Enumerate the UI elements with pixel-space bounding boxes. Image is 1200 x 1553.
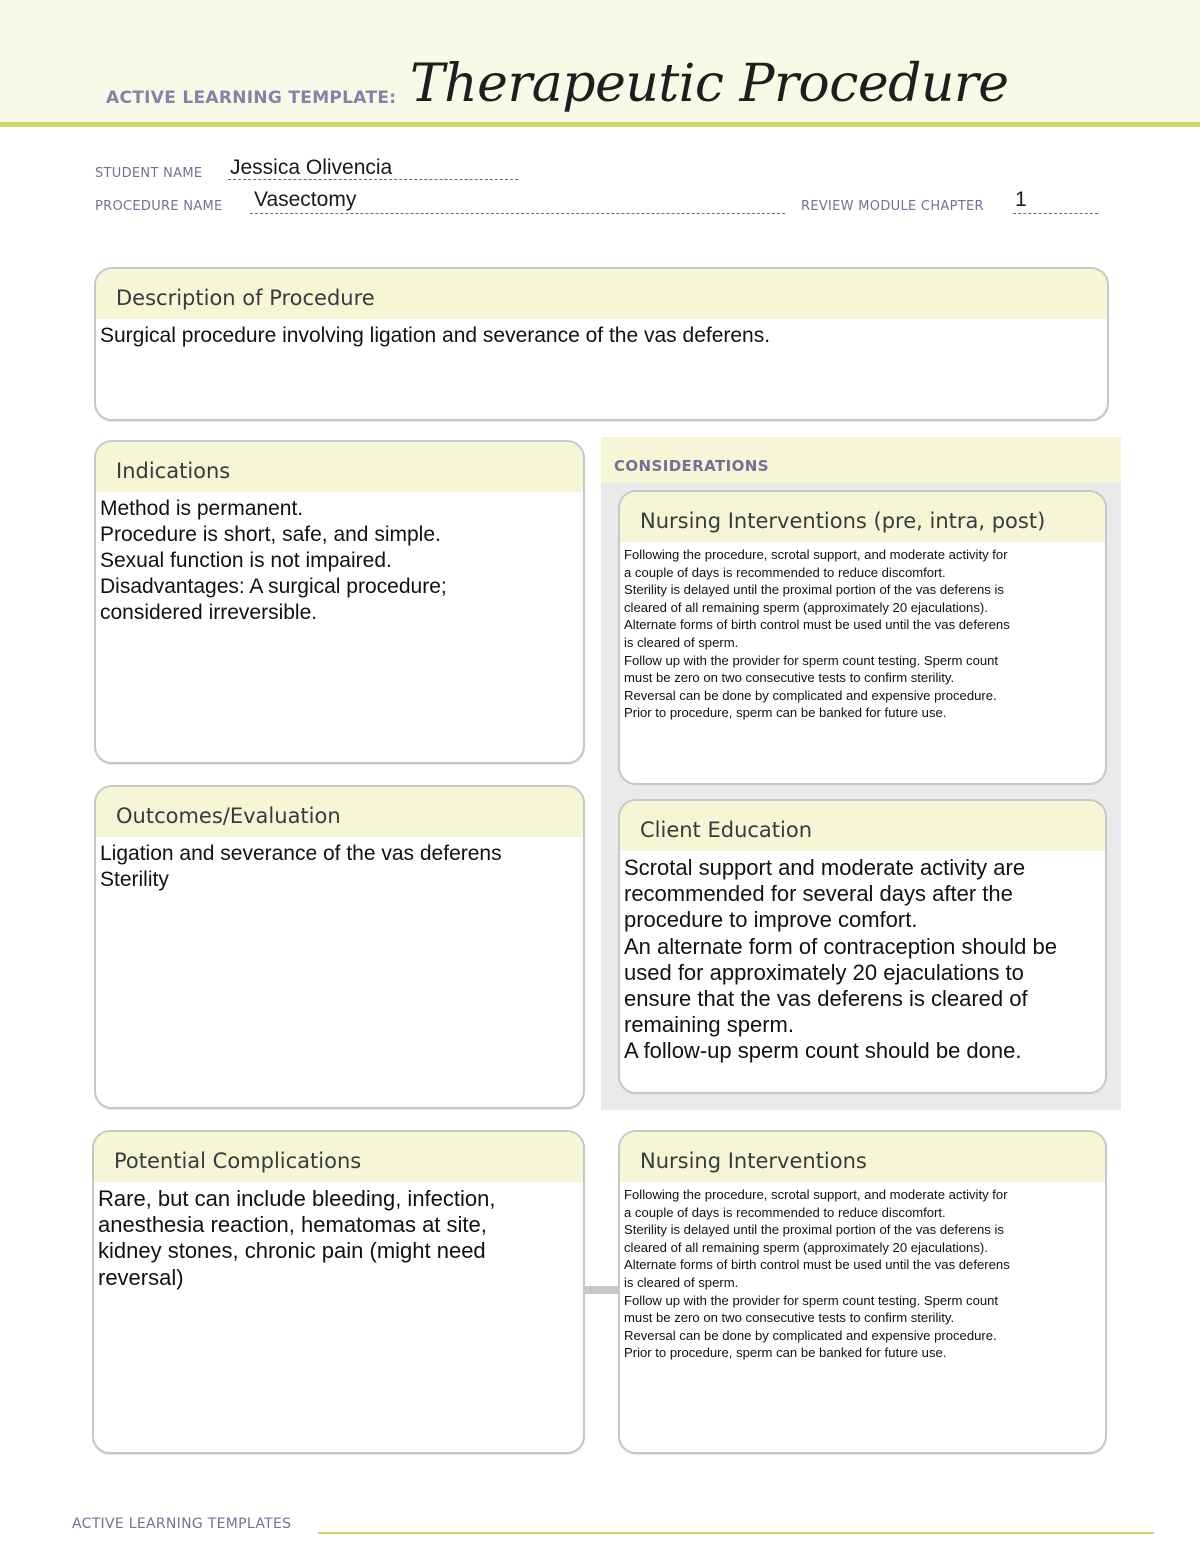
outcomes-text[interactable]: Ligation and severance of the vas deferens Sterility [100, 842, 502, 891]
complications-box [92, 1130, 585, 1454]
nursing-pre-intra-post-text[interactable]: Following the procedure, scrotal support, and moderate activity for a couple of days is recommended to reduce discomfort. Sterility is delayed until the proximal portion of the vas deferens is cleared of all remaining sperm (approximately 20 ejaculations). Alternate forms of birth control must be used until the vas deferens is cleared of sperm. Follow up with the provider for sperm count testing. Sperm count must be zero on two consecutive tests to confirm sterility. Reversal can be done by complicated and expensive procedure. Prior to procedure, sperm can be banked for future use. [624, 547, 1010, 721]
page-title: Therapeutic Procedure [410, 54, 1009, 114]
indications-title: Indications [96, 442, 583, 492]
student-name-field[interactable]: Jessica Olivencia [230, 156, 393, 179]
outcomes-box [94, 785, 585, 1109]
outcomes-title: Outcomes/Evaluation [96, 787, 583, 837]
description-title: Description of Procedure [96, 269, 1107, 319]
considerations-label: CONSIDERATIONS [614, 457, 769, 475]
nursing-interventions-title: Nursing Interventions [620, 1132, 1105, 1182]
review-module-label: REVIEW MODULE CHAPTER [801, 199, 984, 214]
nursing-interventions-box [618, 1130, 1107, 1454]
review-module-field[interactable]: 1 [1015, 188, 1027, 211]
client-education-title: Client Education [620, 801, 1105, 851]
procedure-name-label: PROCEDURE NAME [95, 199, 223, 214]
footer-label: ACTIVE LEARNING TEMPLATES [72, 1516, 292, 1532]
nursing-pre-intra-post-box [618, 490, 1107, 785]
nursing-interventions-text[interactable]: Following the procedure, scrotal support, and moderate activity for a couple of days is recommended to reduce discomfort. Sterility is delayed until the proximal portion of the vas deferens is cleared of all remaining sperm (approximately 20 ejaculations). Alternate forms of birth control must be used until the vas deferens is cleared of sperm. Follow up with the provider for sperm count testing. Sperm count must be zero on two consecutive tests to confirm sterility. Reversal can be done by complicated and expensive procedure. Prior to procedure, sperm can be banked for future use. [624, 1187, 1010, 1361]
indications-box [94, 440, 585, 764]
indications-text[interactable]: Method is permanent. Procedure is short, safe, and simple. Sexual function is not impaired. Disadvantages: A surgical procedure; considered irreversible. [100, 497, 447, 624]
description-box [94, 267, 1109, 421]
template-label: ACTIVE LEARNING TEMPLATE: [106, 88, 397, 108]
nursing-pre-intra-post-title: Nursing Interventions (pre, intra, post) [620, 492, 1105, 542]
student-name-label: STUDENT NAME [95, 166, 203, 181]
client-education-text[interactable]: Scrotal support and moderate activity are recommended for several days after the procedure to improve comfort. An alternate form of contraception should be used for approximately 20 ejaculations to ensure that the vas deferens is cleared of remaining sperm. A follow-up sperm count should be done. [624, 855, 1057, 1064]
procedure-name-field[interactable]: Vasectomy [254, 188, 357, 211]
complications-text[interactable]: Rare, but can include bleeding, infection, anesthesia reaction, hematomas at site, kidney stones, chronic pain (might need reversal) [98, 1186, 496, 1290]
connector-bar [583, 1286, 621, 1294]
client-education-box [618, 799, 1107, 1094]
complications-title: Potential Complications [94, 1132, 583, 1182]
header-rule [0, 122, 1200, 127]
footer-rule [318, 1532, 1154, 1534]
description-text[interactable]: Surgical procedure involving ligation and severance of the vas deferens. [100, 324, 771, 347]
